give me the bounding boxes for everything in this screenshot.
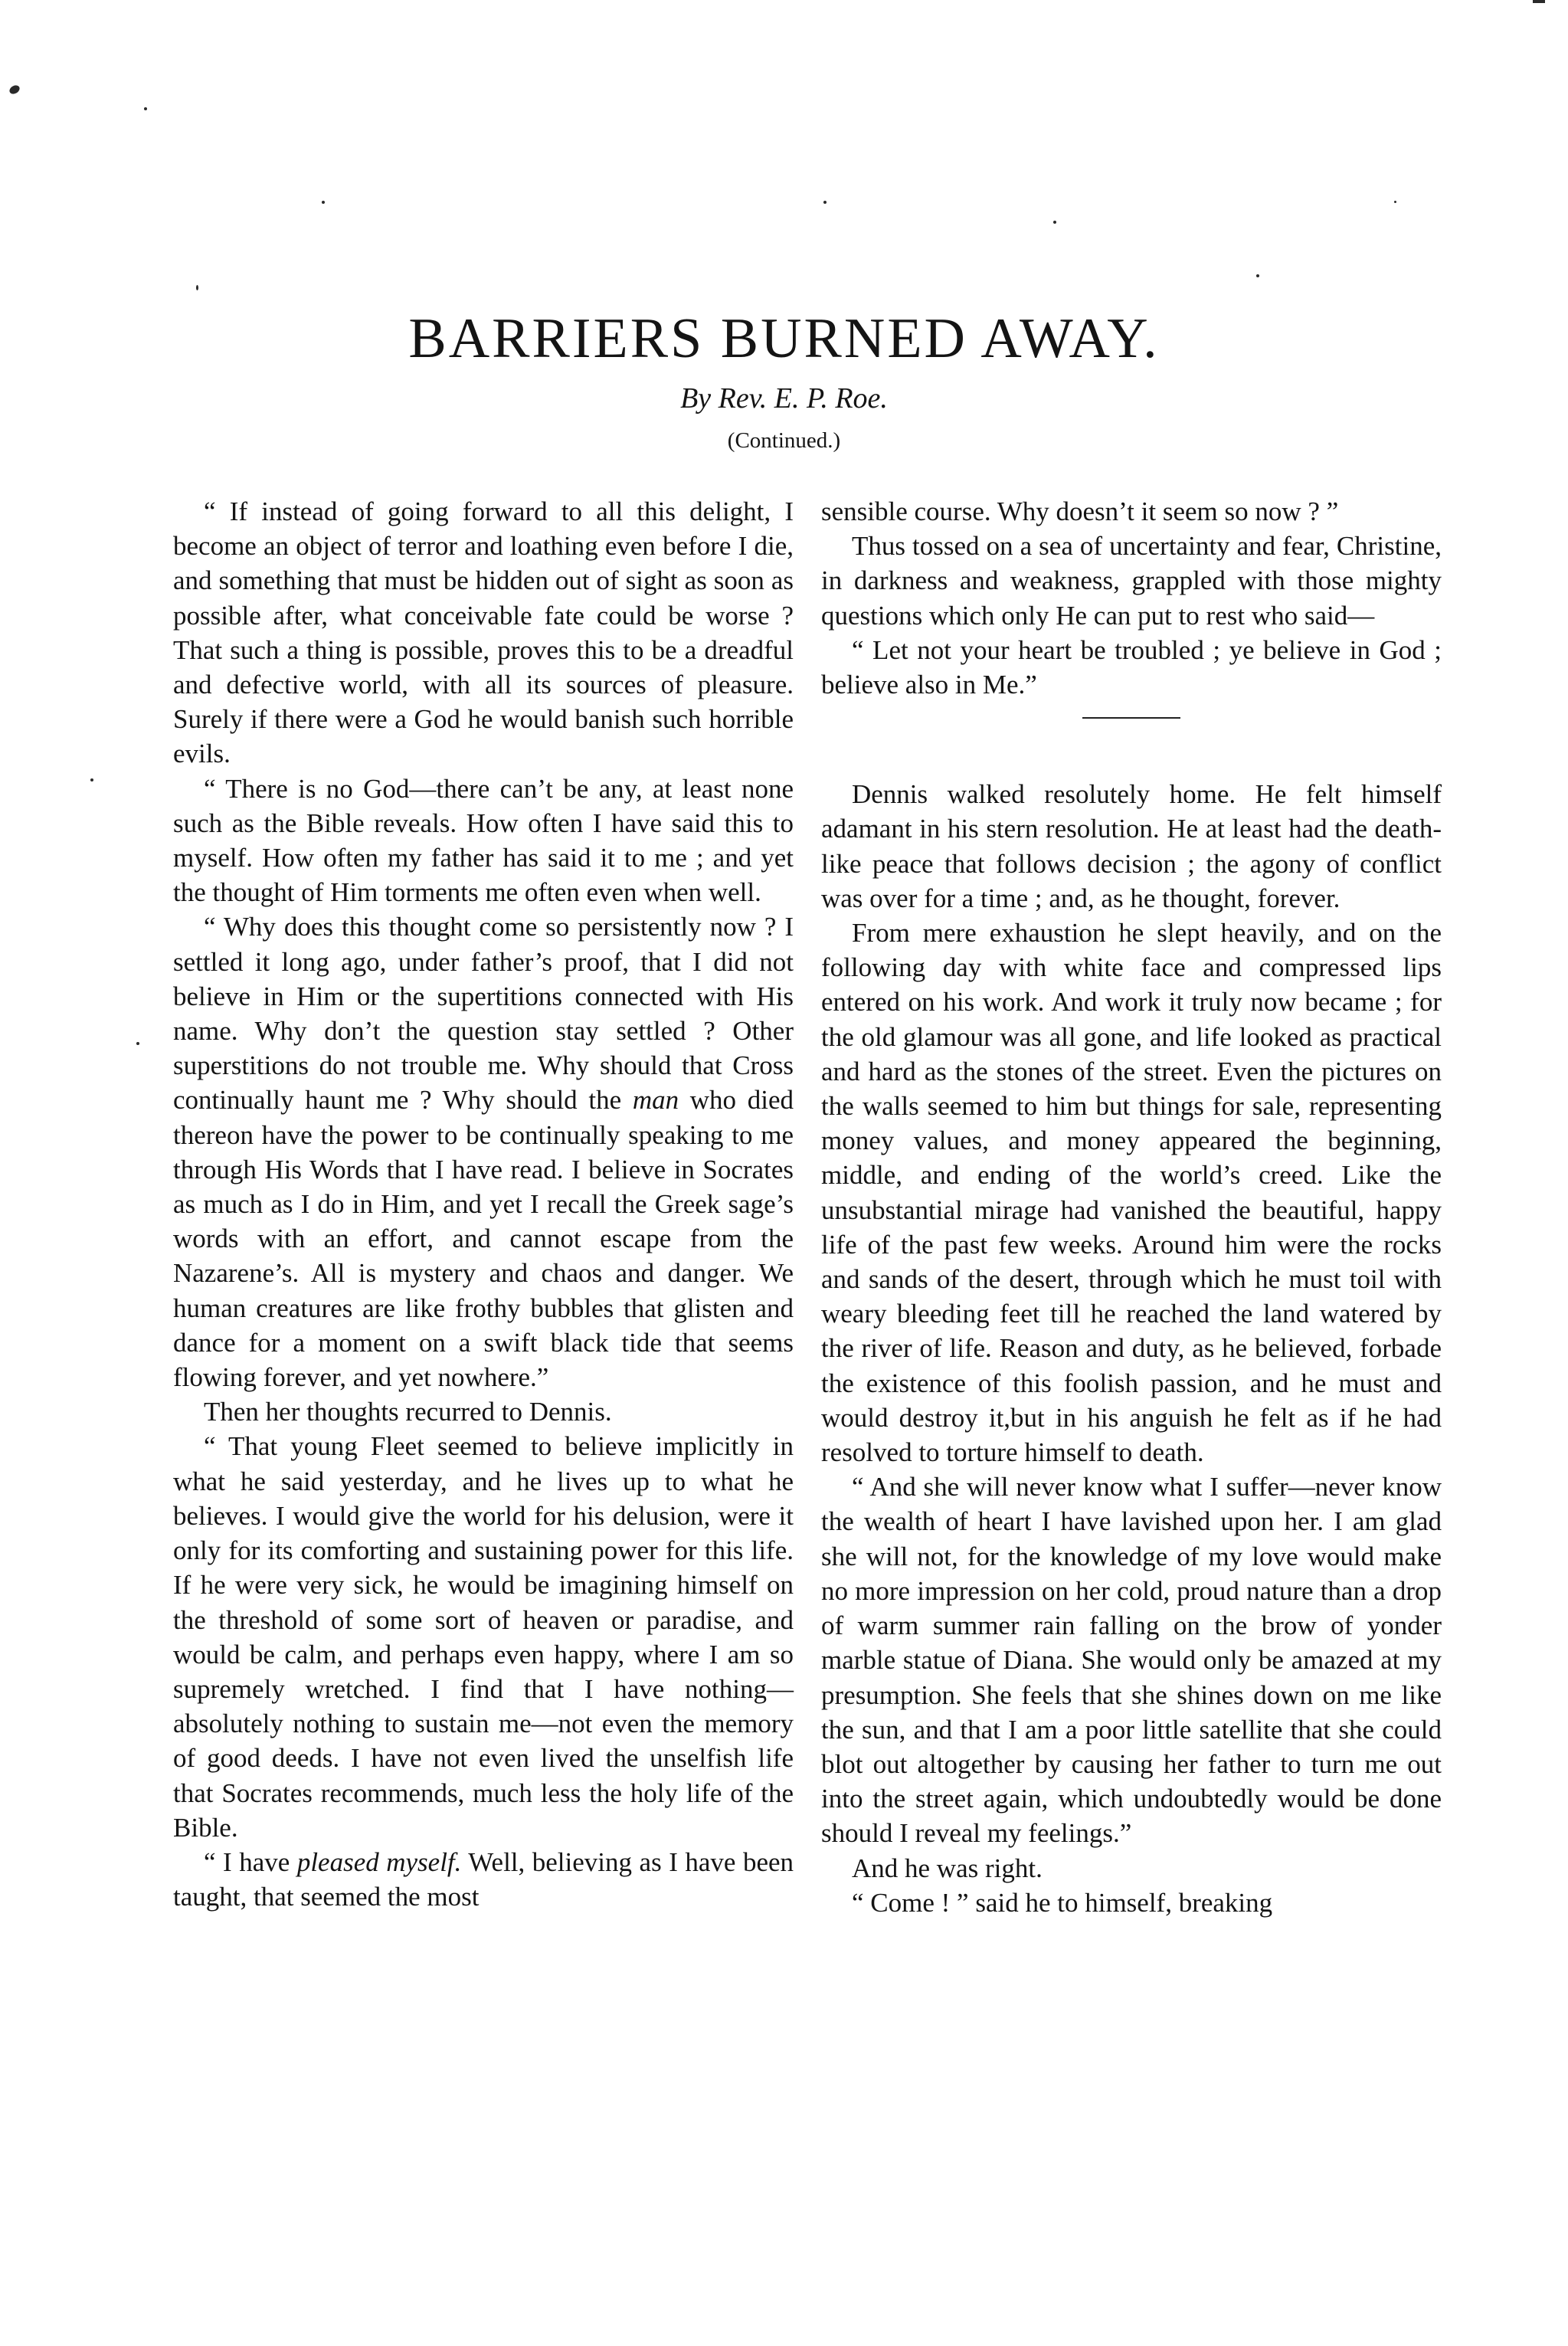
ink-speck: [144, 107, 147, 110]
paragraph: “ And she will never know what I suffer—never know the wealth of heart I have lavished upon her. I am glad she will not, for the knowledge of my love would make no more impression on her cold, proud nature than a drop of warm summer rain falling on the brow of yonder marble statue of Diana. She would only be amazed at my presumption. She feels that she shines down on me like the sun, and that I am a poor little satellite that she could blot out altogether by causing her father to turn me out into the street again, which undoubtedly would be done should I reveal my feelings.”: [821, 1472, 1442, 1849]
paragraph: “ I have pleased myself. Well, believing as I have been taught, that seemed the most: [173, 1846, 794, 1912]
ink-speck: [90, 778, 93, 781]
ink-speck: [196, 285, 198, 290]
page-edge-mark: [1533, 0, 1545, 3]
paragraph: “ Why does this thought come so persistently now ? I settled it long ago, under father’s proof, that I did not believe in Him or the supertitions connected with His name. Why don’t the question stay settled ? Other superstitions do not trouble me. Why should that Cross continually haunt me ? Why should the man who died thereon have the power to be continually speaking to me through His Words that I have read. I believe in Socrates as much as I do in Him, and yet I recall the Greek sage’s words with an effort, and cannot escape from the Nazarene’s. All is mystery and chaos and danger. We human creatures are like frothy bubbles that glisten and dance for a moment on a swift black tide that seems flowing forever, and yet nowhere.”: [173, 912, 794, 1393]
ink-speck: [823, 201, 827, 204]
paragraph: Thus tossed on a sea of uncertainty and fear, Christine, in darkness and weakness, grappled with those mighty questions which only He can put to rest who said—: [821, 531, 1442, 631]
paragraph: “ Come ! ” said he to himself, breaking: [852, 1887, 1273, 1918]
emphasis: man: [632, 1085, 679, 1116]
paragraph: And he was right.: [852, 1853, 1043, 1883]
paragraph: “ There is no God—there can’t be any, at least none such as the Bible reveals. How often I have said this to myself. How often my father has said it to me ; and yet the thought of Him torments me often even when well.: [173, 773, 794, 908]
ink-speck: [136, 1042, 139, 1045]
paragraph: “ That young Fleet seemed to believe implicitly in what he said yesterday, and he lives up to what he believes. I would give the world for his delusion, were it only for its comforting and sustaining power for this life. If he were very sick, he would be imagining himself on the threshold of some sort of heaven or paradise, and would be calm, and perhaps even happy, where I am so supremely wretched. I find that I have nothing—absolutely nothing to sustain me—not even the memory of good deeds. I have not even lived the unselfish life that Socrates recommends, much less the holy life of the Bible.: [173, 1431, 794, 1843]
section-divider: [1082, 717, 1180, 719]
paragraph: Then her thoughts recurred to Dennis.: [204, 1397, 612, 1427]
right-column: [821, 494, 1442, 1920]
left-column: [173, 494, 794, 1914]
article-header: [0, 307, 1568, 453]
paragraph: “ Let not your heart be troubled ; ye believe in God ; believe also in Me.”: [821, 634, 1442, 700]
paragraph: From mere exhaustion he slept heavily, and on the following day with white face and compressed lips entered on his work. And work it truly now became ; for the old glamour was all gone, and life looked as practical and hard as the stones of the street. Even the pictures on the walls seemed to him but things for sale, representing money values, and money appeared the beginning, middle, and ending of the world’s creed. Like the unsubstantial mirage had vanished the beautiful, happy life of the past few weeks. Around him were the rocks and sands of the desert, through which he must toil with weary bleeding feet till he reached the land watered by the river of life. Reason and duty, as he believed, forbade the existence of this foolish passion, and he must and would destroy it,but in his anguish he felt as if he had resolved to torture himself to death.: [821, 918, 1442, 1468]
paragraph: Dennis walked resolutely home. He felt himself adamant in his stern resolution. He at least had the death-like peace that follows decision ; the agony of conflict was over for a time ; and, as he thought, forever.: [821, 779, 1442, 913]
ink-speck: [1394, 201, 1396, 203]
ink-speck: [1053, 221, 1056, 224]
paragraph: sensible course. Why doesn’t it seem so now ? ”: [821, 496, 1339, 526]
emphasis: pleased myself.: [296, 1846, 462, 1877]
ink-speck: [1256, 274, 1259, 277]
ink-speck: [322, 201, 325, 204]
continued-note: (Continued.): [727, 428, 841, 453]
article-title: BARRIERS BURNED AWAY.: [408, 307, 1160, 370]
paragraph: “ If instead of going forward to all this delight, I become an object of terror and loathing even before I die, and something that must be hidden out of sight as soon as possible after, what conceivable fate could be worse ? That such a thing is possible, proves this to be a dreadful and defective world, with all its sources of pleasure. Surely if there were a God he would banish such horrible evils.: [173, 496, 794, 769]
article-byline: By Rev. E. P. Roe.: [680, 382, 888, 414]
ink-speck: [8, 84, 21, 96]
